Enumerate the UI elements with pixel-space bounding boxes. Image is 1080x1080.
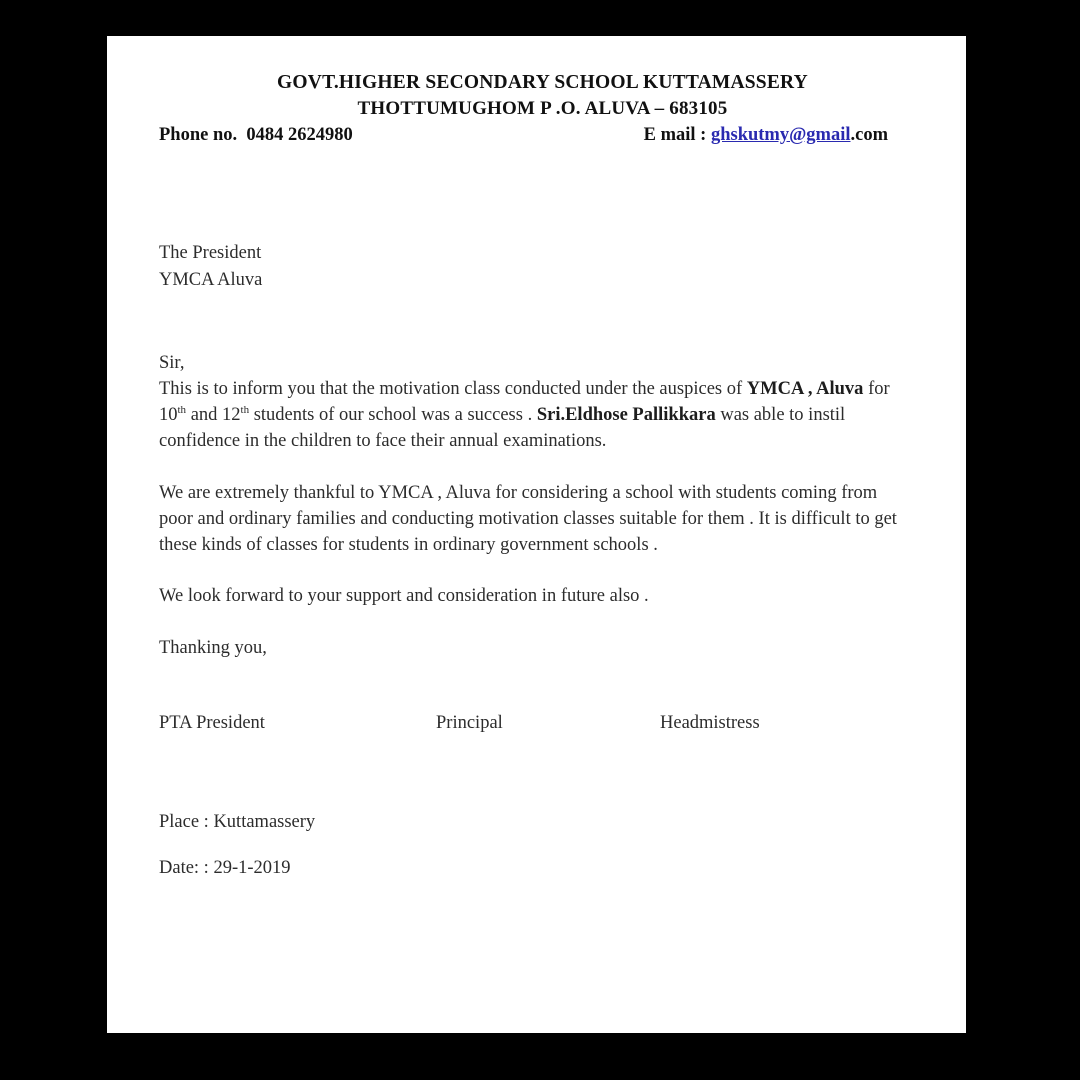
paragraph-4-thanking: Thanking you,	[159, 637, 267, 658]
document-page	[107, 36, 966, 1033]
email-label: E mail :	[643, 124, 711, 145]
email-link[interactable]: ghskutmy@gmail	[710, 124, 851, 145]
email-suffix: .com	[850, 124, 888, 145]
addressee-block	[159, 240, 926, 294]
p1-text-5: was able to instil confidence in the children to face their annual examinations.	[159, 405, 846, 452]
email-block	[644, 125, 888, 146]
addressee-line-1: The President	[159, 242, 262, 263]
signature-headmistress: Headmistress	[660, 712, 760, 733]
p1-text-2: for 10	[159, 378, 890, 426]
school-address: THOTTUMUGHOM P .O. ALUVA – 683105	[357, 98, 728, 120]
signature-principal: Principal	[436, 712, 503, 733]
signature-pta-president: PTA President	[159, 712, 265, 733]
p1-text-1: This is to inform you that the motivation class conducted under the auspices of	[159, 378, 747, 399]
contact-row	[159, 125, 926, 146]
p1-sup-2: th	[240, 403, 250, 416]
phone-label: Phone no. 0484 2624980	[159, 124, 353, 145]
p1-text-4: students of our school was a success .	[249, 405, 537, 426]
school-name: GOVT.HIGHER SECONDARY SCHOOL KUTTAMASSERY	[277, 72, 808, 93]
signature-row	[159, 713, 926, 734]
paragraph-1	[159, 376, 904, 455]
p1-bold-ymca: YMCA , Aluva	[746, 378, 864, 399]
document-content	[159, 70, 926, 879]
p1-bold-speaker: Sri.Eldhose Pallikkara	[536, 405, 716, 426]
paragraph-2: We are extremely thankful to YMCA , Aluva for considering a school with students coming from poor and ordinary families and conducting motivation classes suitable for them . It is difficult to get these kinds of classes for students in ordinary government schools .	[159, 482, 897, 556]
salutation: Sir,	[159, 352, 185, 373]
addressee-line-2: YMCA Aluva	[159, 269, 263, 290]
p1-text-3: and 12	[186, 405, 241, 426]
letterhead	[159, 70, 926, 122]
place-field: Place : Kuttamassery	[159, 811, 316, 832]
date-field: Date: : 29-1-2019	[159, 857, 291, 878]
p1-sup-1: th	[177, 403, 187, 416]
paragraph-3: We look forward to your support and consideration in future also .	[159, 586, 649, 607]
